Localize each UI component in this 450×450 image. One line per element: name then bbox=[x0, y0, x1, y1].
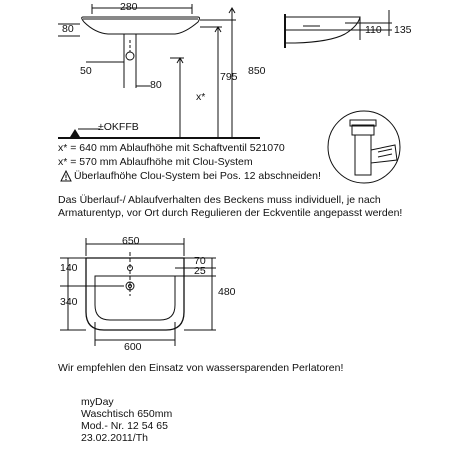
dim-850: 850 bbox=[248, 65, 266, 77]
floor-label: ±OKFFB bbox=[98, 121, 139, 133]
plan-view bbox=[60, 235, 216, 346]
note-line-1: x* = 640 mm Ablaufhöhe mit Schaftventil 521070 bbox=[58, 142, 285, 154]
dim-280: 280 bbox=[120, 1, 138, 13]
dim-340: 340 bbox=[60, 296, 78, 308]
dim-135: 135 bbox=[394, 24, 412, 36]
note-line-2: x* = 570 mm Ablaufhöhe mit Clou-System bbox=[58, 156, 253, 168]
note-paragraph-line-1: Das Überlauf-/ Ablaufverhalten des Beckens muss individuell, je nach bbox=[58, 194, 381, 206]
dim-140: 140 bbox=[60, 262, 78, 274]
note-line-3: Überlaufhöhe Clou-System bei Pos. 12 abschneiden! bbox=[74, 170, 321, 182]
warning-triangle-icon bbox=[60, 170, 72, 182]
recommendation-text: Wir empfehlen den Einsatz von wassersparenden Perlatoren! bbox=[58, 362, 344, 374]
floor-line bbox=[58, 129, 260, 138]
product-date: 23.02.2011/Th bbox=[81, 432, 148, 444]
note-paragraph-line-2: Armaturentyp, vor Ort durch Regulieren der Eckventile angepasst werden! bbox=[58, 207, 403, 219]
product-name: myDay bbox=[81, 396, 114, 408]
dim-480: 480 bbox=[218, 286, 236, 298]
dim-80-left: 80 bbox=[62, 23, 74, 35]
dim-25: 25 bbox=[194, 265, 206, 277]
dim-80-right: 80 bbox=[150, 79, 162, 91]
dim-650: 650 bbox=[122, 235, 140, 247]
dim-600: 600 bbox=[124, 341, 142, 353]
dim-110: 110 bbox=[365, 24, 382, 36]
dim-70: 70 bbox=[194, 255, 206, 267]
dim-795: 795 bbox=[220, 71, 238, 83]
overflow-cutter-illustration bbox=[328, 111, 400, 183]
product-mod-no: Mod.- Nr. 12 54 65 bbox=[81, 420, 168, 432]
dim-50: 50 bbox=[80, 65, 92, 77]
product-type: Waschtisch 650mm bbox=[81, 408, 173, 420]
dim-x-star: x* bbox=[196, 91, 206, 103]
